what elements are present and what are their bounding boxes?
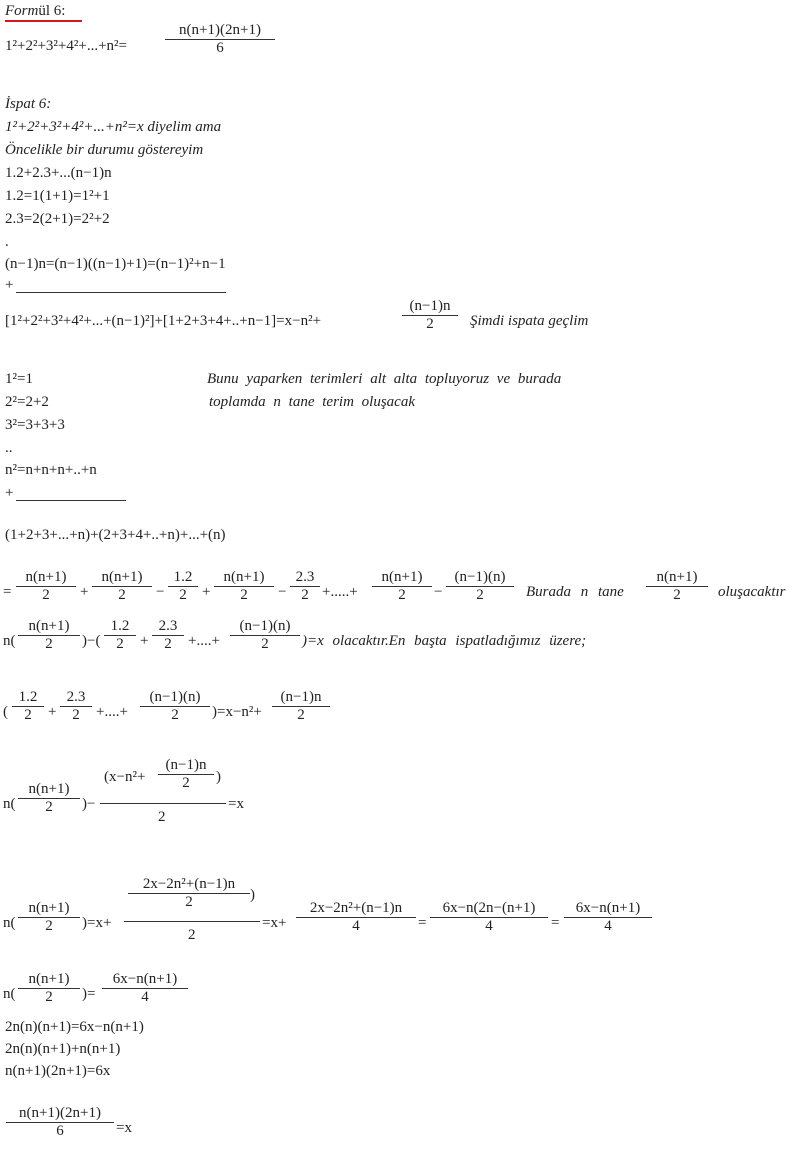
den: 2 — [45, 799, 53, 815]
square-line-4: .. — [5, 440, 13, 456]
den: 2 — [24, 707, 32, 723]
den: 2 — [261, 636, 269, 652]
eq4-inner-frac — [158, 757, 214, 792]
eq4-inner-a: (x−n²+ — [104, 769, 146, 785]
formula-lhs: 1²+2²+3²+4²+...+n²= — [5, 38, 127, 54]
proof-frac-num: (n−1)n — [409, 298, 451, 314]
eq3-a: ( — [3, 704, 8, 720]
eq5-frac-3 — [430, 900, 548, 935]
eq5-a: n( — [3, 915, 16, 931]
den: 2 — [45, 989, 53, 1005]
tail-line-3: n(n+1)(2n+1)=6x — [5, 1063, 111, 1079]
eq2-c: )=x olacaktır.En başta ispatladığımız üzere; — [302, 633, 587, 649]
eq2-frac-4 — [230, 618, 300, 653]
proof-fraction — [402, 298, 458, 333]
den: 2 — [185, 894, 193, 910]
eq3-frac-4 — [272, 689, 330, 724]
eq1-frac-6 — [372, 569, 432, 604]
eq2-frac-1 — [18, 618, 80, 653]
eq2-dots: +....+ — [188, 633, 220, 649]
sum-rule-2 — [16, 500, 126, 501]
eq4-main-bar — [100, 803, 226, 804]
eq1-minus-3: − — [434, 584, 443, 600]
eq2-b: )−( — [82, 633, 101, 649]
num: n(n+1) — [25, 569, 67, 585]
den: 2 — [297, 707, 305, 723]
num: 6x−n(n+1) — [112, 971, 178, 987]
eq5-b: )=x+ — [82, 915, 112, 931]
eq1-frac-1 — [16, 569, 76, 604]
num: n(n+1) — [28, 618, 70, 634]
final-equals-x: =x — [116, 1120, 132, 1136]
eq6-b: )= — [82, 986, 96, 1002]
formula-title — [5, 2, 65, 20]
den: 2 — [240, 587, 248, 603]
den: 2 — [171, 707, 179, 723]
eq4-main-den: 2 — [158, 809, 166, 825]
den: 2 — [398, 587, 406, 603]
num: (n−1)(n) — [454, 569, 506, 585]
num: (n−1)n — [165, 757, 207, 773]
formula-fraction — [165, 22, 275, 57]
eq1-frac-7 — [446, 569, 514, 604]
sum-line: (1+2+3+...+n)+(2+3+4+..+n)+...+(n) — [5, 527, 226, 543]
eq1-frac-8 — [646, 569, 708, 604]
num: n(n+1) — [28, 971, 70, 987]
den: 2 — [42, 587, 50, 603]
den: 2 — [45, 636, 53, 652]
eq1-plus-1: + — [80, 584, 89, 600]
eq6-frac-1 — [18, 971, 80, 1006]
den: 2 — [45, 918, 53, 934]
num: n(n+1) — [28, 900, 70, 916]
eq2-plus: + — [140, 633, 149, 649]
num: 6x−n(n+1) — [575, 900, 641, 916]
eq3-frac-1 — [12, 689, 44, 724]
num: n(n+1) — [101, 569, 143, 585]
eq1-frac-2 — [92, 569, 152, 604]
title-form: Form — [5, 3, 39, 19]
num: 2.3 — [66, 689, 86, 705]
eq5-equals-2: = — [551, 915, 560, 931]
title-ul: ül — [38, 3, 51, 19]
proof-line-3: 1.2+2.3+...(n−1)n — [5, 165, 112, 181]
formula-numerator: n(n+1)(2n+1) — [179, 22, 261, 38]
eq1-equals: = — [3, 584, 12, 600]
eq6-frac-2 — [102, 971, 188, 1006]
eq3-frac-2 — [60, 689, 92, 724]
den: 4 — [604, 918, 612, 934]
proof-line-4: 1.2=1(1+1)=1²+1 — [5, 188, 110, 204]
den: 2 — [164, 636, 172, 652]
sum-rule-1 — [16, 292, 226, 293]
square-plus: + — [5, 485, 14, 501]
num: (n−1)(n) — [239, 618, 291, 634]
title-number: 6: — [53, 3, 66, 19]
eq1-note-2: oluşacaktır — [718, 584, 786, 600]
den: 4 — [485, 918, 493, 934]
eq5-inner-frac — [128, 876, 250, 911]
eq4-c: =x — [228, 796, 244, 812]
den: 2 — [673, 587, 681, 603]
proof-line-2: Öncelikle bir durumu göstereyim — [5, 142, 204, 158]
num: n(n+1) — [28, 781, 70, 797]
eq4-frac-1 — [18, 781, 80, 816]
eq1-note: Burada n tane — [526, 584, 624, 600]
den: 6 — [56, 1123, 64, 1139]
eq5-inner-b: ) — [250, 887, 255, 903]
eq3-b: )=x−n²+ — [212, 704, 262, 720]
eq5-equals-1: = — [418, 915, 427, 931]
proof-title: İspat 6: — [5, 96, 52, 112]
den: 2 — [116, 636, 124, 652]
eq1-frac-4 — [214, 569, 274, 604]
tail-line-1: 2n(n)(n+1)=6x−n(n+1) — [5, 1019, 144, 1035]
num: n(n+1) — [223, 569, 265, 585]
num: 1.2 — [110, 618, 130, 634]
eq5-frac-1 — [18, 900, 80, 935]
squares-note-2: toplamda n tane terim oluşacak — [209, 394, 415, 410]
proof-note: Şimdi ispata geçlim — [470, 313, 589, 329]
num: 2x−2n²+(n−1)n — [309, 900, 403, 916]
tail-line-2: 2n(n)(n+1)+n(n+1) — [5, 1041, 121, 1057]
formula-denominator: 6 — [216, 40, 224, 56]
proof-frac-den: 2 — [426, 316, 434, 332]
eq2-frac-2 — [104, 618, 136, 653]
num: (n−1)n — [280, 689, 322, 705]
proof-line-5: 2.3=2(2+1)=2²+2 — [5, 211, 110, 227]
eq1-plus-2: + — [202, 584, 211, 600]
den: 2 — [476, 587, 484, 603]
den: 2 — [182, 775, 190, 791]
eq3-plus: + — [48, 704, 57, 720]
title-underline — [5, 20, 82, 22]
den: 2 — [179, 587, 187, 603]
square-line-5: n²=n+n+n+..+n — [5, 462, 97, 478]
den: 4 — [352, 918, 360, 934]
eq5-c: =x+ — [262, 915, 287, 931]
num: 2.3 — [158, 618, 178, 634]
eq3-frac-3 — [140, 689, 210, 724]
eq2-a: n( — [3, 633, 16, 649]
den: 2 — [301, 587, 309, 603]
eq2-frac-3 — [152, 618, 184, 653]
eq4-b: )− — [82, 796, 96, 812]
proof-line-6: . — [5, 234, 9, 250]
proof-line-7: (n−1)n=(n−1)((n−1)+1)=(n−1)²+n−1 — [5, 256, 226, 272]
eq5-frac-4 — [564, 900, 652, 935]
den: 4 — [141, 989, 149, 1005]
num: 2x−2n²+(n−1)n — [142, 876, 236, 892]
num: (n−1)(n) — [149, 689, 201, 705]
num: n(n+1)(2n+1) — [19, 1105, 101, 1121]
eq4-inner-b: ) — [216, 769, 221, 785]
square-line-3: 3²=3+3+3 — [5, 417, 65, 433]
eq5-frac-2 — [296, 900, 416, 935]
eq5-main-bar — [124, 921, 260, 922]
num: n(n+1) — [656, 569, 698, 585]
eq1-minus-1: − — [156, 584, 165, 600]
eq6-a: n( — [3, 986, 16, 1002]
eq1-minus-2: − — [278, 584, 287, 600]
num: 1.2 — [173, 569, 193, 585]
num: 2.3 — [295, 569, 315, 585]
eq1-frac-3 — [168, 569, 198, 604]
proof-plus-1: + — [5, 277, 14, 293]
eq4-a: n( — [3, 796, 16, 812]
square-line-1: 1²=1 — [5, 371, 33, 387]
proof-line-1: 1²+2²+3²+4²+...+n²=x diyelim ama — [5, 119, 222, 135]
squares-note-1: Bunu yaparken terimleri alt alta topluyoruz ve burada — [207, 371, 562, 387]
eq1-dots: +.....+ — [322, 584, 358, 600]
den: 2 — [118, 587, 126, 603]
num: n(n+1) — [381, 569, 423, 585]
square-line-2: 2²=2+2 — [5, 394, 49, 410]
eq5-main-den: 2 — [188, 927, 196, 943]
eq3-dots: +....+ — [96, 704, 128, 720]
final-fraction — [6, 1105, 114, 1140]
den: 2 — [72, 707, 80, 723]
eq1-frac-5 — [290, 569, 320, 604]
num: 1.2 — [18, 689, 38, 705]
num: 6x−n(2n−(n+1) — [442, 900, 536, 916]
proof-line-9: [1²+2²+3²+4²+...+(n−1)²]+[1+2+3+4+..+n−1]=x−n²+ — [5, 313, 322, 329]
